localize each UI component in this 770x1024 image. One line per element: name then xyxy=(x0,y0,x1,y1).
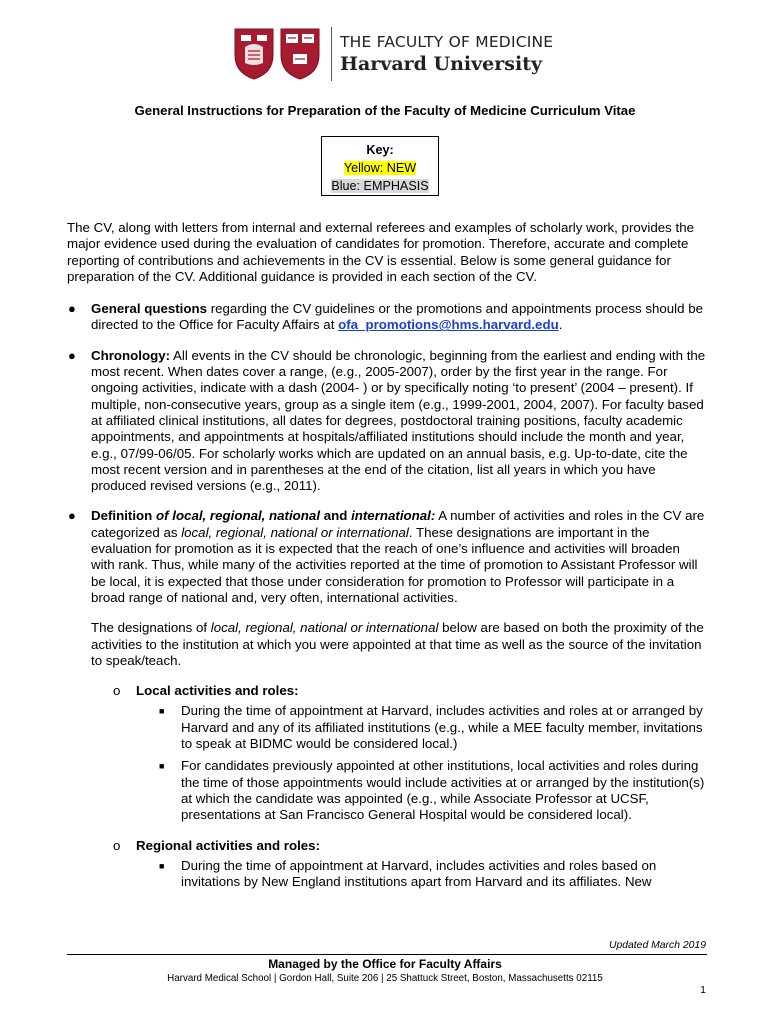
definition-lead-4: international: xyxy=(351,508,436,524)
circle-bullet-icon: o xyxy=(113,837,121,853)
bullet-chronology xyxy=(67,348,707,495)
regional-item-text: During the time of appointment at Harvard, includes activities and roles based on invitations by New England institutions apart from Harvard and its affiliates. New xyxy=(181,857,657,890)
general-questions-lead: General questions xyxy=(91,301,208,317)
chronology-lead: Chronology: xyxy=(91,347,171,363)
logo-faculty-line: THE FACULTY OF MEDICINE xyxy=(340,33,554,51)
local-heading-text: Local activities and roles: xyxy=(136,683,299,699)
harvard-university-shield-icon xyxy=(279,27,321,81)
intro-paragraph: The CV, along with letters from internal and external referees and examples of scholarly work, provides the major evidence used during the evaluation of candidates for promotion. Therefore, accurate and complete reporting of contributions and achievements in the CV is essential. Below is some general guidance for preparation of the CV. Additional guidance is provided in each section of the CV. xyxy=(67,220,694,284)
designations-text-b: below are based on both the proximity of the activities to the institution at which you were appointed at that time as well as the source of the invitation to speak/teach. xyxy=(91,620,704,668)
ofa-email-link[interactable]: ofa_promotions@hms.harvard.edu xyxy=(338,317,559,333)
definition-text-2: . These designations are important in the evaluation for promotion as it is expected that the reach of one’s influence and activities will broaden with rank. Thus, while many of the activities reported at the time of promotion to Assistant Professor will be local, it is expected that those under consideration for promotion to Professor will participate in a broad range of national and, very often, international activities. xyxy=(91,524,698,605)
circle-bullet-icon: o xyxy=(113,683,121,699)
footer-divider xyxy=(67,954,707,955)
regional-activities-heading xyxy=(67,838,707,854)
definition-text-italic: local, regional, national or international xyxy=(181,524,409,540)
bullet-dot-icon: ● xyxy=(68,301,76,317)
regional-item xyxy=(67,858,707,891)
updated-date: Updated March 2019 xyxy=(608,940,706,951)
square-bullet-icon: ■ xyxy=(159,860,165,871)
regional-heading-text: Regional activities and roles: xyxy=(136,837,320,853)
designations-text-italic: local, regional, national or international xyxy=(210,620,439,636)
definition-text-1: A number of activities and roles in the CV are categorized as xyxy=(91,508,705,540)
local-activities-heading xyxy=(67,683,707,699)
chronology-text: All events in the CV should be chronologic, beginning from the earliest and ending with the most recent. When dates cover a range, (e.g., 2005-2007), order by the first year in the range. For ongoing activities, indicate with a dash (2004- ) or by specifically noting ‘to present’ (2004 – present). If multiple, non-consecutive years, group as a single item (e.g., 1999-2001, 2004, 2007). For faculty based at affiliated clinical institutions, all dates for degrees, postdoctoral training positions, faculty academic appointments, and appointments at hospitals/affiliated institutions should include the month and year, e.g., 07/99-06/05. For scholarly works which are updated on an annual basis, e.g. Up-to-date, cite the most recent version and in parentheses at the end of the citation, list all years in which you have produced revised versions (e.g., 2011). xyxy=(91,347,706,494)
logo-wordmark xyxy=(340,32,553,76)
footer-managed-by: Managed by the Office for Faculty Affairs xyxy=(268,957,502,971)
page-number: 1 xyxy=(700,984,706,996)
key-yellow-new: Yellow: NEW xyxy=(343,161,417,175)
document-title: General Instructions for Preparation of the Faculty of Medicine Curriculum Vitae xyxy=(134,103,636,118)
local-item xyxy=(67,758,707,823)
bullet-general-questions xyxy=(67,301,707,334)
general-questions-end: . xyxy=(558,317,563,333)
definition-lead-1: Definition xyxy=(91,508,156,524)
bullet-dot-icon: ● xyxy=(68,508,76,524)
local-item-text: For candidates previously appointed at other institutions, local activities and roles during the time of those appointments would include activities at or arranged by the institution(s) at which the candidate was appointed (e.g., while Associate Professor at UCSF, presentations at San Francisco General Hospital would be considered local). xyxy=(181,758,705,823)
general-questions-text: regarding the CV guidelines or the promotions and appointments process should be directed to the Office for Faculty Affairs at xyxy=(91,301,703,333)
local-item-text: During the time of appointment at Harvard, includes activities and roles at or arranged by Harvard and any of its affiliated institutions (e.g., while a MEE faculty member, invitations to speak at BIDMC would be considered local.) xyxy=(181,703,703,752)
bullet-definition xyxy=(67,508,707,606)
square-bullet-icon: ■ xyxy=(159,761,165,772)
definition-lead-3: and xyxy=(320,508,352,524)
bullet-dot-icon: ● xyxy=(68,347,76,363)
color-key-box xyxy=(321,136,439,196)
harvard-medicine-logo xyxy=(233,26,553,82)
footer-address: Harvard Medical School | Gordon Hall, Suite 206 | 25 Shattuck Street, Boston, Massachusetts 02115 xyxy=(167,973,603,984)
logo-divider xyxy=(331,27,332,81)
square-bullet-icon: ■ xyxy=(159,706,165,717)
document-body xyxy=(67,220,707,896)
logo-university-line: Harvard University xyxy=(340,53,543,75)
designations-paragraph xyxy=(67,620,707,669)
key-heading: Key: xyxy=(366,143,394,157)
local-item xyxy=(67,703,707,752)
key-blue-emphasis: Blue: EMPHASIS xyxy=(331,179,429,193)
definition-lead-2: of local, regional, national xyxy=(156,508,321,524)
harvard-medical-school-shield-icon xyxy=(233,27,275,81)
designations-text-a: The designations of xyxy=(91,620,211,636)
